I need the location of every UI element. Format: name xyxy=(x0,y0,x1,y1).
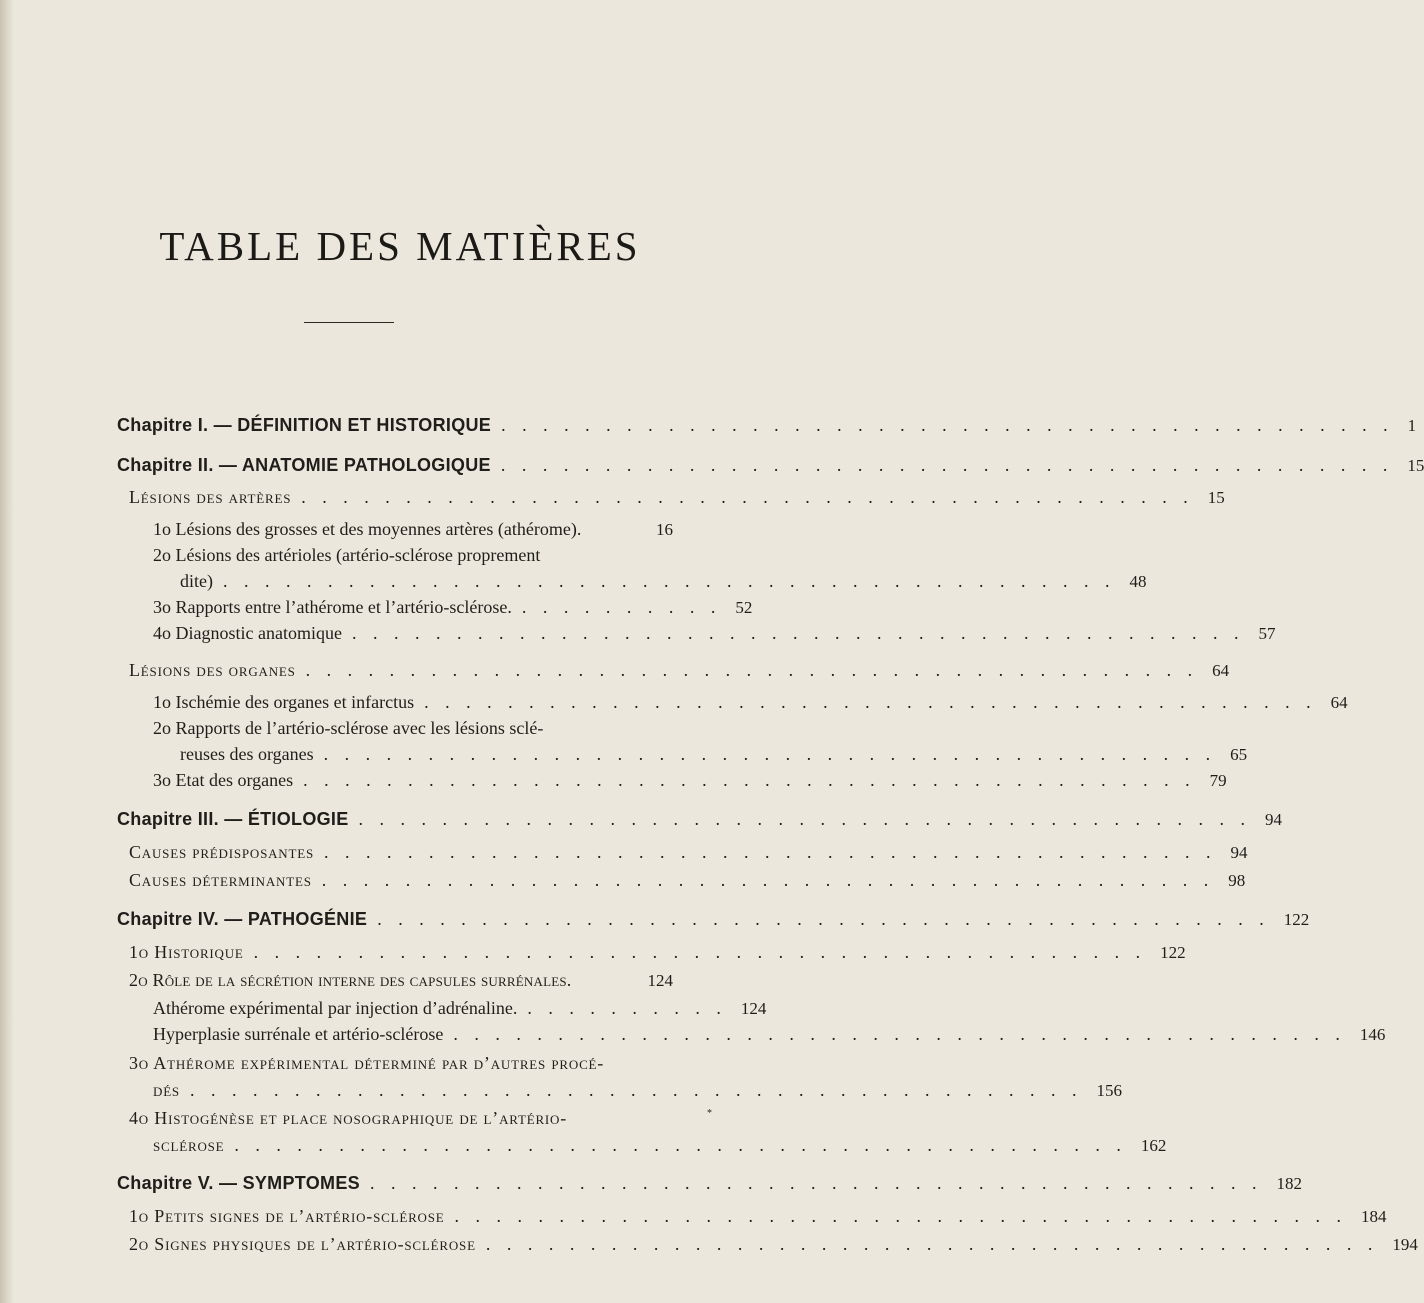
entry-label: Chapitre II. — ANATOMIE PATHOLOGIQUE xyxy=(117,455,491,475)
entry-label: 2o Rôle de la sécrétion interne des capsules surrénales. xyxy=(129,970,572,990)
dot-leader: . . . . . . . . . . . . . . . . . . . . . . . . . . . . . . . . . . . . . . . . . . . xyxy=(424,692,1317,712)
entry-label: 2o Lésions des artérioles (artério-sclérose proprement xyxy=(153,545,541,565)
toc-item[interactable] xyxy=(0,718,800,744)
toc-section[interactable] xyxy=(0,870,1246,896)
toc-item[interactable] xyxy=(0,597,800,623)
entry-label: Chapitre IV. — PATHOGÉNIE xyxy=(117,909,368,929)
entry-label: Causes prédisposantes xyxy=(129,842,315,862)
page-number: 1 xyxy=(1407,416,1417,435)
dot-leader: . . . . . . . . . . . . . . . . . . . . . . . . . . . . . . . . . . . . . . . . . . . xyxy=(234,1135,1127,1155)
toc-item[interactable] xyxy=(0,692,1348,718)
entry-label: 1o Petits signes de l’artério-sclérose xyxy=(129,1206,445,1226)
entry-label: Hyperplasie surrénale et artério-sclérose xyxy=(153,1024,444,1044)
toc-section[interactable] xyxy=(0,970,800,996)
dot-leader: . . . . . . . . . . . . . . . . . . . . . . . . . . . . . . . . . . . . . . . . . . . xyxy=(377,909,1270,929)
dot-leader: . . . . . . . . . . . . . . . . . . . . . . . . . . . . . . . . . . . . . . . . . . . xyxy=(500,455,1394,475)
page-number: 122 xyxy=(1160,943,1186,962)
dot-leader: . . . . . . . . . . . . . . . . . . . . . . . . . . . . . . . . . . . . . . . . . . . xyxy=(323,744,1217,764)
dot-leader: . . . . . . . . . . . . . . . . . . . . . . . . . . . . . . . . . . . . . . . . . . . xyxy=(223,571,1116,591)
dot-leader: . . . . . . . . . . . . . . . . . . . . . . . . . . . . . . . . . . . . . . . . . . . xyxy=(189,1080,1083,1100)
entry-label: 4o Diagnostic anatomique xyxy=(153,623,342,643)
entry-label: Athérome expérimental par injection d’adrénaline. xyxy=(153,998,518,1018)
toc-item[interactable] xyxy=(0,770,1227,796)
entry-label: Lésions des organes xyxy=(129,660,296,680)
dot-leader: . . . . . . . . . . . . . . . . . . . . . . . . . . . . . . . . . . . . . . . . . . . xyxy=(454,1206,1348,1226)
toc-section[interactable] xyxy=(0,842,1248,868)
page-number: 182 xyxy=(1276,1174,1302,1193)
toc-chapter-5[interactable] xyxy=(0,1173,1302,1199)
page-number: 146 xyxy=(1359,1025,1386,1044)
page-number: 124 xyxy=(740,999,767,1018)
page-number: 15 xyxy=(1407,456,1424,475)
page-number: 94 xyxy=(1265,810,1283,829)
entry-label: 1o Historique xyxy=(129,942,244,962)
page-number: 194 xyxy=(1392,1235,1418,1254)
dot-leader: . . . . . . . . . . . . . . . . . . . . . . . . . . . . . . . . . . . . . . . . . . . xyxy=(301,487,1194,507)
toc-item[interactable] xyxy=(0,623,1276,649)
dot-leader: . . . . . . . . . . . . . . . . . . . . . . . . . . . . . . . . . . . . . . . . . . . xyxy=(305,660,1199,680)
entry-label: 1o Lésions des grosses et des moyennes artères (athérome). xyxy=(153,519,582,539)
toc-section[interactable] xyxy=(0,1206,1387,1232)
stray-mark: * xyxy=(707,1108,712,1119)
toc-item[interactable] xyxy=(0,998,800,1024)
toc-chapter-1[interactable] xyxy=(0,415,1417,441)
page-number: 98 xyxy=(1228,871,1246,890)
toc-item[interactable] xyxy=(0,519,800,545)
entry-label: Chapitre I. — DÉFINITION ET HISTORIQUE xyxy=(117,415,492,435)
dot-leader: . . . . . . . . . . xyxy=(521,597,722,617)
toc-chapter-3[interactable] xyxy=(0,809,1283,835)
entry-label: 2o Rapports de l’artério-sclérose avec les lésions sclé- xyxy=(153,718,544,738)
page-number: 48 xyxy=(1129,572,1147,591)
toc-section[interactable] xyxy=(0,1234,1418,1260)
toc-chapter-4[interactable] xyxy=(0,909,1310,935)
page-title: TABLE DES MATIÈRES xyxy=(159,223,641,269)
page-number: 16 xyxy=(656,520,673,539)
page-number: 15 xyxy=(1207,488,1225,507)
entry-label: 3o Etat des organes xyxy=(153,770,294,790)
toc-section[interactable] xyxy=(0,660,1230,686)
page-number: 64 xyxy=(1330,693,1348,712)
page-number: 124 xyxy=(647,971,673,990)
page-number: 79 xyxy=(1209,771,1227,790)
entry-label-continued: dés xyxy=(153,1080,180,1100)
page-number: 65 xyxy=(1230,745,1248,764)
toc-item-continuation[interactable] xyxy=(0,571,1147,597)
entry-label-continued: reuses des organes xyxy=(180,744,314,764)
entry-label: 2o Signes physiques de l’artério-sclérose xyxy=(129,1234,476,1254)
page-number: 162 xyxy=(1140,1136,1167,1155)
entry-label: Chapitre V. — SYMPTOMES xyxy=(117,1173,360,1193)
entry-label: 3o Athérome expérimental déterminé par d’autres procé- xyxy=(129,1053,605,1073)
dot-leader: . . . . . . . . . . xyxy=(527,998,727,1018)
toc-item[interactable] xyxy=(0,1024,1386,1050)
toc-section[interactable] xyxy=(0,942,1186,968)
page-number: 64 xyxy=(1212,661,1230,680)
page-number: 184 xyxy=(1361,1207,1387,1226)
toc-section[interactable] xyxy=(0,1108,800,1134)
toc-chapter-2[interactable] xyxy=(0,455,1424,481)
page-number: 156 xyxy=(1096,1081,1122,1100)
toc-section[interactable] xyxy=(0,487,1225,513)
page-number: 52 xyxy=(735,598,753,617)
toc-section-continuation[interactable] xyxy=(0,1080,1122,1106)
dot-leader: . . . . . . . . . . . . . . . . . . . . . . . . . . . . . . . . . . . . . . . . . . . xyxy=(324,842,1217,862)
entry-label: 4o Histogénèse et place nosographique de l’artério- xyxy=(129,1108,568,1128)
dot-leader: . . . . . . . . . . . . . . . . . . . . . . . . . . . . . . . . . . . . . . . . . . . xyxy=(303,770,1196,790)
toc-item[interactable] xyxy=(0,545,800,571)
entry-label: Chapitre III. — ÉTIOLOGIE xyxy=(117,809,349,829)
entry-label: Lésions des artères xyxy=(129,487,292,507)
dot-leader: . . . . . . . . . . . . . . . . . . . . . . . . . . . . . . . . . . . . . . . . . . . xyxy=(369,1173,1263,1193)
entry-label-continued: dite) xyxy=(180,571,213,591)
toc-section[interactable] xyxy=(0,1053,800,1079)
entry-label-continued: sclérose xyxy=(153,1135,225,1155)
dot-leader: . . . . . . . . . . . . . . . . . . . . . . . . . . . . . . . . . . . . . . . . . . . xyxy=(485,1234,1379,1254)
dot-leader: . . . . . . . . . . . . . . . . . . . . . . . . . . . . . . . . . . . . . . . . . . . xyxy=(253,942,1147,962)
dot-leader: . . . . . . . . . . . . . . . . . . . . . . . . . . . . . . . . . . . . . . . . . . . xyxy=(321,870,1215,890)
toc-item-continuation[interactable] xyxy=(0,744,1248,770)
entry-label: Causes déterminantes xyxy=(129,870,312,890)
entry-label: 3o Rapports entre l’athérome et l’artério-sclérose. xyxy=(153,597,512,617)
dot-leader: . . . . . . . . . . . . . . . . . . . . . . . . . . . . . . . . . . . . . . . . . . . xyxy=(358,809,1252,829)
page-number: 122 xyxy=(1283,910,1310,929)
page-number: 94 xyxy=(1230,843,1248,862)
dot-leader: . . . . . . . . . . . . . . . . . . . . . . . . . . . . . . . . . . . . . . . . . . . xyxy=(453,1024,1346,1044)
page-number: 57 xyxy=(1258,624,1276,643)
toc-section-continuation[interactable] xyxy=(0,1135,1167,1161)
entry-label: 1o Ischémie des organes et infarctus xyxy=(153,692,415,712)
dot-leader: . . . . . . . . . . . . . . . . . . . . . . . . . . . . . . . . . . . . . . . . . . . xyxy=(501,415,1394,435)
dot-leader: . . . . . . . . . . . . . . . . . . . . . . . . . . . . . . . . . . . . . . . . . . . xyxy=(351,623,1245,643)
